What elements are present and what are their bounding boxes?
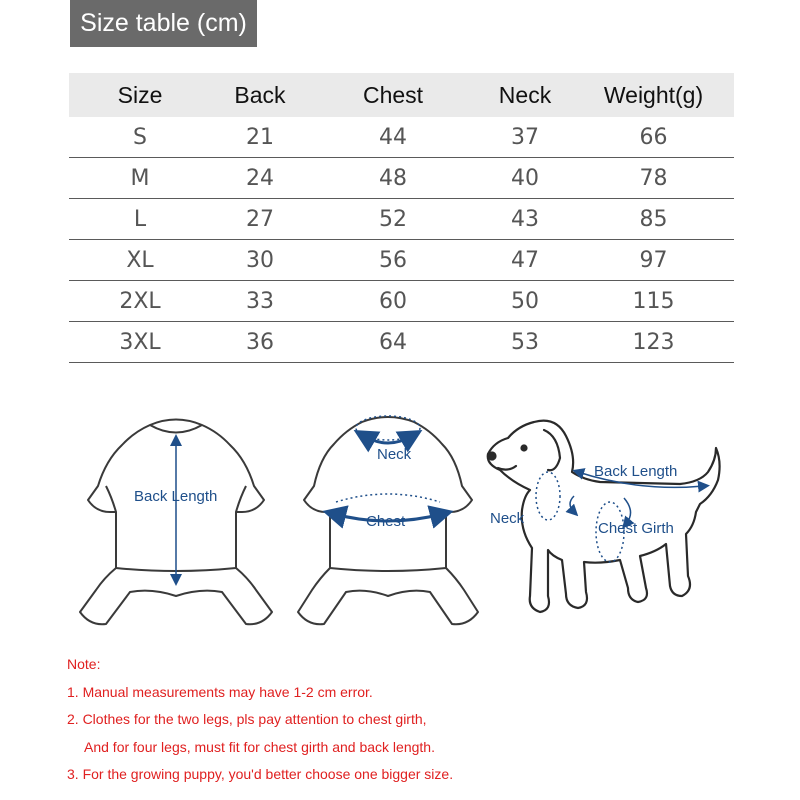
- cell-chest: 48: [379, 165, 407, 191]
- cell-weight: 97: [639, 247, 668, 273]
- table-row: [69, 240, 734, 281]
- cell-weight: 66: [639, 124, 668, 150]
- table-row: [69, 199, 734, 240]
- label-dog-back-length: Back Length: [594, 463, 678, 480]
- header-size: Size: [117, 81, 163, 108]
- cell-neck: 43: [511, 206, 539, 232]
- cell-chest: 52: [379, 206, 407, 232]
- cell-size: S: [133, 124, 147, 150]
- label-dog-chest-girth: Chest Girth: [598, 520, 674, 537]
- header-back: Back: [234, 81, 286, 108]
- header-weight: Weight(g): [603, 81, 704, 108]
- cell-weight: 123: [632, 329, 675, 355]
- note-item-continuation: And for four legs, must fit for chest girth and back length.: [84, 738, 435, 755]
- notes-heading: Note:: [67, 656, 101, 672]
- cell-weight: 115: [632, 288, 675, 314]
- cell-back: 33: [246, 288, 274, 314]
- notes-section: [67, 654, 453, 792]
- cell-chest: 44: [379, 124, 407, 150]
- size-table: [69, 73, 734, 363]
- cell-size: M: [130, 165, 150, 191]
- header-chest: Chest: [362, 81, 424, 108]
- cell-back: 27: [246, 206, 274, 232]
- cell-weight: 78: [639, 165, 668, 191]
- cell-size: XL: [126, 247, 154, 273]
- cell-back: 21: [246, 124, 274, 150]
- cell-chest: 64: [379, 329, 407, 355]
- cell-size: L: [133, 206, 147, 232]
- cell-neck: 37: [511, 124, 539, 150]
- measurement-diagrams: [0, 400, 800, 640]
- table-row: [69, 281, 734, 322]
- table-row: [69, 158, 734, 199]
- label-neck: Neck: [377, 446, 412, 463]
- cell-neck: 47: [511, 247, 539, 273]
- label-back-length: Back Length: [134, 488, 218, 505]
- table-row: [69, 322, 734, 363]
- cell-neck: 40: [511, 165, 539, 191]
- label-dog-neck: Neck: [490, 510, 525, 527]
- cell-neck: 53: [511, 329, 539, 355]
- cell-size: 2XL: [119, 288, 161, 314]
- cell-weight: 85: [639, 206, 668, 232]
- note-item: 2. Clothes for the two legs, pls pay attention to chest girth,: [67, 711, 427, 727]
- cell-chest: 56: [379, 247, 407, 273]
- cell-back: 30: [246, 247, 274, 273]
- cell-chest: 60: [379, 288, 407, 314]
- cell-back: 24: [246, 165, 274, 191]
- cell-size: 3XL: [119, 329, 161, 355]
- header-neck: Neck: [498, 81, 552, 108]
- note-item: 3. For the growing puppy, you'd better choose one bigger size.: [67, 766, 454, 782]
- page-title: Size table (cm): [70, 0, 257, 47]
- table-header-row: [69, 73, 734, 117]
- table-row: [69, 117, 734, 158]
- label-chest: Chest: [366, 513, 406, 530]
- cell-neck: 50: [511, 288, 539, 314]
- cell-back: 36: [246, 329, 274, 355]
- note-item: 1. Manual measurements may have 1-2 cm error.: [67, 683, 373, 700]
